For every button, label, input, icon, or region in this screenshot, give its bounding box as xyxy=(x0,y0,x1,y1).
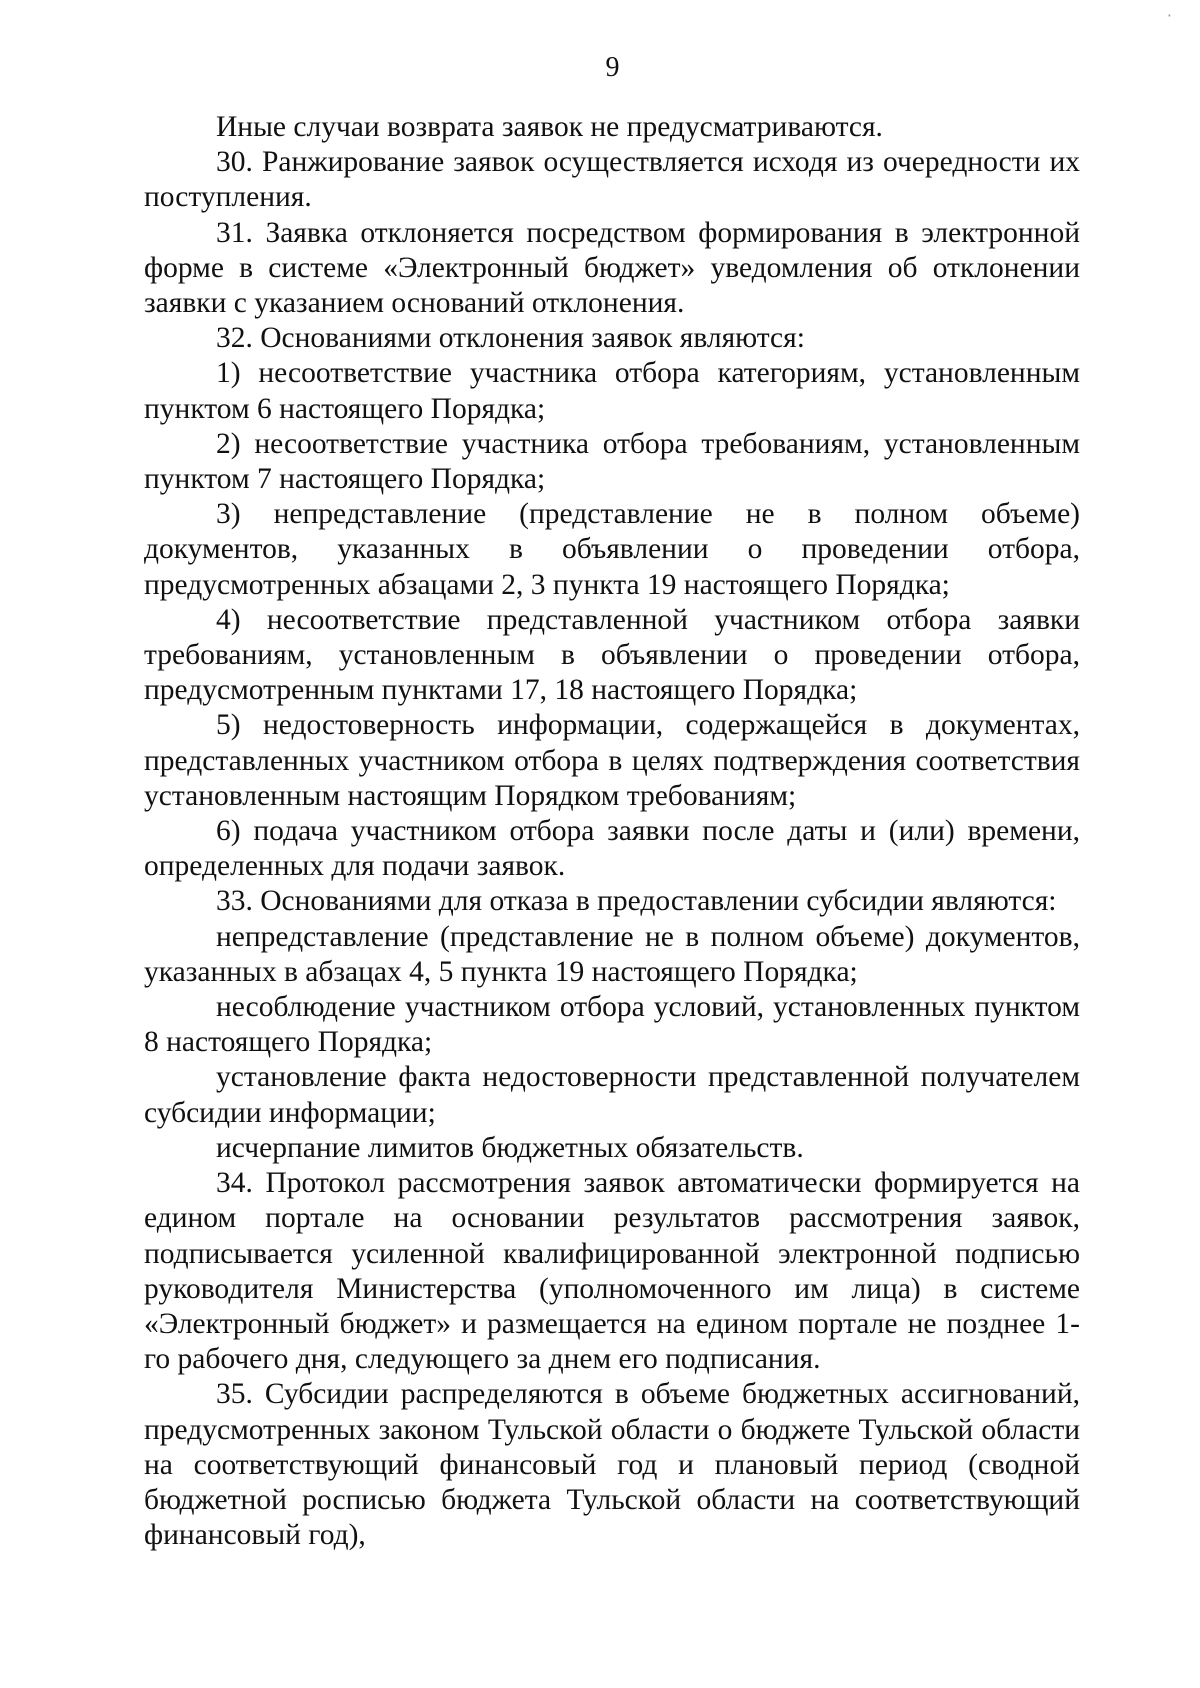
scan-mark: · xyxy=(1166,6,1172,25)
list-item-1: 1) несоответствие участника отбора категориям, установленным пунктом 6 настоящего Порядка; xyxy=(144,357,1080,425)
list-item-3: 3) непредставление (представление не в полном объеме) документов, указанных в объявлении о проведении отбора, предусмотренных абзацами 2, 3 пункта 19 настоящего Порядка; xyxy=(144,498,1080,601)
refusal-item-false-info: установление факта недостоверности представленной получателем субсидии информации; xyxy=(144,1061,1080,1129)
list-item-6: 6) подача участником отбора заявки после даты и (или) времени, определенных для подачи заявок. xyxy=(144,815,1080,883)
refusal-item-documents: непредставление (представление не в полном объеме) документов, указанных в абзацах 4, 5 пункта 19 настоящего Порядка; xyxy=(144,920,1080,988)
paragraph-34: 34. Протокол рассмотрения заявок автоматически формируется на едином портале на основании результатов рассмотрения заявок, подписывается усиленной квалифицированной электронной подписью руководителя Министерства (уполномоченного им лица) в системе «Электронный бюджет» и размещается на едином портале не позднее 1-го рабочего дня, следующего за днем его подписания. xyxy=(144,1167,1080,1376)
list-item-4: 4) несоответствие представленной участником отбора заявки требованиям, установленным в объявлении о проведении отбора, предусмотренным пунктами 17, 18 настоящего Порядка; xyxy=(144,603,1080,707)
paragraph-32: 32. Основаниями отклонения заявок являются: xyxy=(216,322,805,355)
paragraph-30: 30. Ранжирование заявок осуществляется исходя из очередности их поступления. xyxy=(144,146,1080,214)
paragraph-31: 31. Заявка отклоняется посредством формирования в электронной форме в системе «Электронный бюджет» уведомления об отклонении заявки с указанием оснований отклонения. xyxy=(144,216,1080,320)
list-item-2: 2) несоответствие участника отбора требованиям, установленным пунктом 7 настоящего Порядка; xyxy=(144,427,1080,496)
paragraph-33: 33. Основаниями для отказа в предоставлении субсидии являются: xyxy=(216,885,1057,918)
paragraph-other-cases: Иные случаи возврата заявок не предусматриваются. xyxy=(216,111,883,143)
document-body xyxy=(144,110,1080,1553)
page-number: 9 xyxy=(605,52,620,83)
paragraph-35: 35. Субсидии распределяются в объеме бюджетных ассигнований, предусмотренных законом Тульской области о бюджете Тульской области на соответствующий финансовый год и плановый период (сводной бюджетной росписью бюджета Тульской области на соответствующий финансовый год), xyxy=(144,1378,1080,1552)
refusal-item-conditions: несоблюдение участником отбора условий, установленных пунктом 8 настоящего Порядка; xyxy=(144,991,1080,1059)
list-item-5: 5) недостоверность информации, содержащейся в документах, представленных участником отбора в целях подтверждения соответствия установленным настоящим Порядком требованиям; xyxy=(144,709,1080,812)
refusal-item-limits: исчерпание лимитов бюджетных обязательств. xyxy=(216,1131,804,1164)
